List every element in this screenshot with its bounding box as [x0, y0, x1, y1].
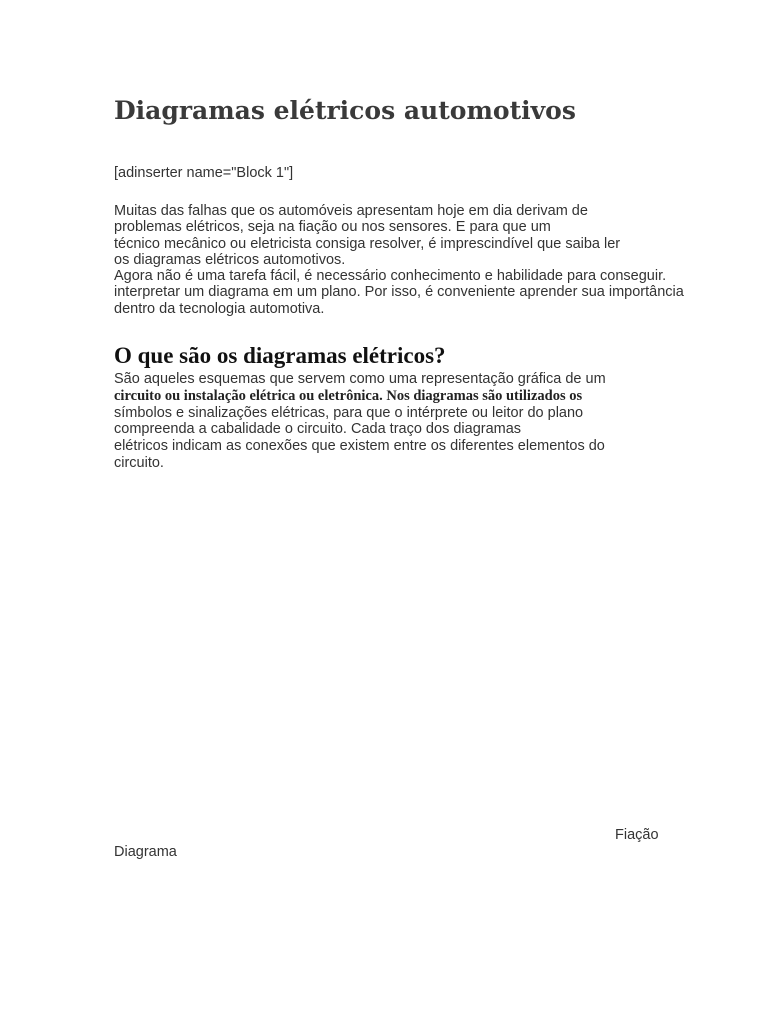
paragraph-line: técnico mecânico ou eletricista consiga resolver, é imprescindível que saiba ler — [114, 235, 621, 252]
intro-paragraph — [114, 203, 684, 317]
image-caption-diagrama: Diagrama — [114, 844, 177, 860]
paragraph-line: os diagramas elétricos automotivos. — [114, 251, 346, 268]
page-title: Diagramas elétricos automotivos — [114, 96, 576, 125]
paragraph-line: Muitas das falhas que os automóveis apresentam hoje em dia derivam de — [114, 203, 588, 219]
ad-shortcode-text: [adinserter name="Block 1"] — [114, 165, 294, 181]
image-caption-fiacao: Fiação — [615, 827, 659, 843]
paragraph-line: problemas elétricos, seja na fiação ou nos sensores. E para que um — [114, 219, 551, 236]
paragraph-line: Agora não é uma tarefa fácil, é necessário conhecimento e habilidade para conseguir. — [114, 268, 667, 285]
bold-paragraph-line: circuito ou instalação elétrica ou eletrônica. Nos diagramas são utilizados os — [114, 387, 583, 404]
paragraph-line: São aqueles esquemas que servem como uma representação gráfica de um — [114, 371, 606, 387]
paragraph-line: elétricos indicam as conexões que existem entre os diferentes elementos do — [114, 438, 605, 455]
paragraph-line: circuito. — [114, 454, 164, 471]
paragraph-line: compreenda a cabalidade o circuito. Cada traço dos diagramas — [114, 421, 522, 438]
paragraph-line: interpretar um diagrama em um plano. Por isso, é conveniente aprender sua importância — [114, 284, 684, 301]
section-paragraph — [114, 371, 606, 472]
paragraph-line: dentro da tecnologia automotiva. — [114, 300, 325, 317]
section-heading: O que são os diagramas elétricos? — [114, 343, 446, 368]
paragraph-line: símbolos e sinalizações elétricas, para que o intérprete ou leitor do plano — [114, 404, 584, 421]
